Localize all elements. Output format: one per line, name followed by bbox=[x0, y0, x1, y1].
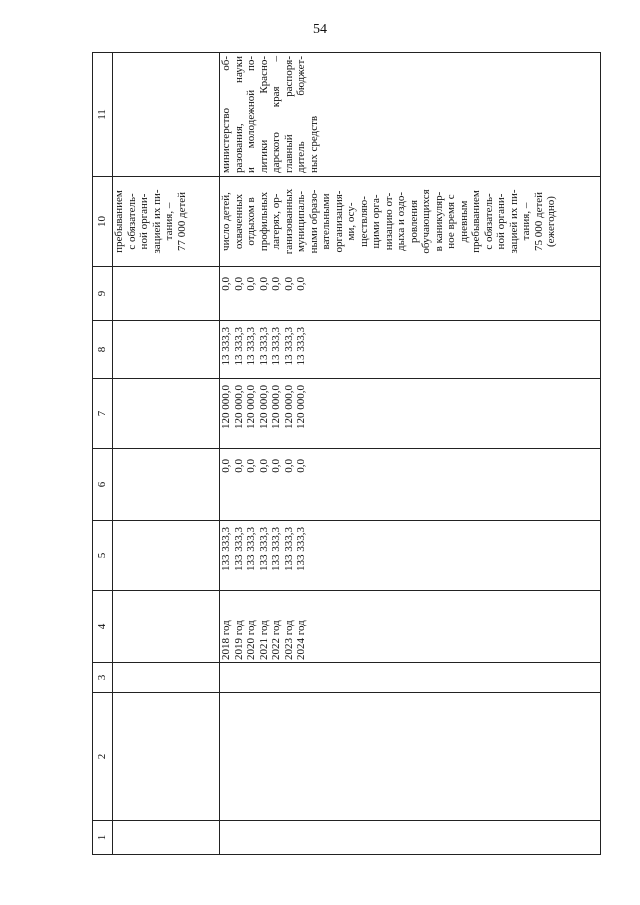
cell-line: дарского края – bbox=[270, 56, 282, 173]
cell-line: 133 333,3 bbox=[257, 527, 270, 571]
amount-cell-col8 bbox=[220, 321, 601, 379]
cell-line: профильных bbox=[257, 191, 270, 252]
table-cell bbox=[113, 53, 220, 177]
cell-line: 2023 год bbox=[282, 620, 295, 660]
cell-line: 0,0 bbox=[257, 459, 270, 473]
table-cell bbox=[220, 821, 601, 855]
table-cell bbox=[113, 379, 220, 449]
cell-line: 0,0 bbox=[270, 277, 282, 291]
cell-line: 2021 год bbox=[257, 620, 270, 660]
table-row-continuation bbox=[113, 53, 220, 855]
table-row-main bbox=[220, 53, 601, 855]
table-cell bbox=[220, 693, 601, 821]
table-cell bbox=[113, 693, 220, 821]
cell-line: ществляю- bbox=[357, 196, 370, 247]
col-num: 4 bbox=[93, 591, 113, 663]
amount-cell-col7 bbox=[220, 379, 601, 449]
cell-line: 2020 год bbox=[245, 620, 257, 660]
program-table bbox=[92, 52, 601, 855]
cell-line: 0,0 bbox=[270, 459, 282, 473]
cell-line: дитель бюджет- bbox=[295, 56, 307, 173]
cell-line: литики Красно- bbox=[257, 56, 270, 173]
cell-line: тания, – bbox=[520, 202, 532, 241]
table-cell bbox=[113, 521, 220, 591]
cell-line: 133 333,3 bbox=[232, 527, 245, 571]
cell-line: 13 333,3 bbox=[282, 327, 295, 366]
cell-line: 133 333,3 bbox=[282, 527, 295, 571]
cell-line: главный распоря- bbox=[282, 56, 295, 173]
cell-line: министерство об- bbox=[220, 56, 232, 173]
cell-line: 133 333,3 bbox=[245, 527, 257, 571]
cell-line: дневным bbox=[457, 200, 470, 243]
cell-line: 133 333,3 bbox=[270, 527, 282, 571]
cell-line: 133 333,3 bbox=[220, 527, 232, 571]
cell-line: разования, науки bbox=[232, 56, 245, 173]
cell-line: (ежегодно) bbox=[545, 196, 557, 247]
page-number: 54 bbox=[313, 22, 327, 37]
cell-line: ганизованных bbox=[282, 188, 295, 255]
cell-line: 13 333,3 bbox=[270, 327, 282, 366]
col-num: 8 bbox=[93, 321, 113, 379]
cell-line: 13 333,3 bbox=[245, 327, 257, 366]
cell-line: ной органи- bbox=[138, 193, 150, 250]
col-num: 7 bbox=[93, 379, 113, 449]
col-num: 9 bbox=[93, 267, 113, 321]
total-amount-cell bbox=[220, 521, 601, 591]
cell-line: и молодежной по- bbox=[245, 56, 257, 173]
cell-line: ми, осу- bbox=[345, 202, 357, 241]
col-num: 2 bbox=[93, 693, 113, 821]
cell-line: 13 333,3 bbox=[220, 327, 232, 366]
cell-line: 0,0 bbox=[245, 459, 257, 473]
col-num: 3 bbox=[93, 663, 113, 693]
cell-line: 120 000,0 bbox=[245, 385, 257, 429]
cell-line: 2024 год bbox=[295, 620, 307, 660]
table-cell bbox=[113, 321, 220, 379]
col-num: 1 bbox=[93, 821, 113, 855]
col-num: 10 bbox=[93, 177, 113, 267]
cell-line: 77 000 детей bbox=[175, 191, 188, 252]
cell-line: 2022 год bbox=[270, 620, 282, 660]
col-num: 5 bbox=[93, 521, 113, 591]
indicator-cell-main bbox=[220, 177, 601, 267]
cell-line: ное время с bbox=[445, 194, 457, 249]
cell-line: 2019 год bbox=[232, 620, 245, 660]
table-cell bbox=[113, 663, 220, 693]
cell-line: 133 333,3 bbox=[295, 527, 307, 571]
cell-line: 0,0 bbox=[295, 277, 307, 291]
cell-line: с обязатель- bbox=[125, 193, 138, 250]
cell-line: 0,0 bbox=[232, 277, 245, 291]
cell-line: пребыванием bbox=[470, 190, 482, 253]
cell-line: ными образо- bbox=[307, 189, 320, 254]
table-cell bbox=[113, 267, 220, 321]
column-number-row bbox=[93, 53, 113, 855]
cell-line: низацию от- bbox=[382, 192, 395, 251]
cell-line: 0,0 bbox=[220, 459, 232, 473]
indicator-cell-top bbox=[113, 177, 220, 267]
table-cell bbox=[220, 663, 601, 693]
rotated-table bbox=[92, 53, 599, 855]
amount-cell-col6 bbox=[220, 449, 601, 521]
cell-line: ровления bbox=[407, 199, 420, 244]
cell-line: с обязатель- bbox=[482, 193, 495, 250]
cell-line: отдыхом в bbox=[245, 197, 257, 246]
cell-line: лагерях, ор- bbox=[270, 193, 282, 250]
cell-line: 0,0 bbox=[282, 459, 295, 473]
cell-line: ной органи- bbox=[495, 193, 507, 250]
cell-line: 120 000,0 bbox=[257, 385, 270, 429]
cell-line: зацией их пи- bbox=[507, 189, 520, 254]
cell-line: 120 000,0 bbox=[282, 385, 295, 429]
cell-line: тания, – bbox=[163, 202, 175, 241]
table-cell bbox=[113, 821, 220, 855]
cell-line: зацией их пи- bbox=[150, 189, 163, 254]
executor-cell bbox=[220, 53, 601, 177]
cell-line: 13 333,3 bbox=[232, 327, 245, 366]
cell-line: 120 000,0 bbox=[270, 385, 282, 429]
cell-line: охваченных bbox=[232, 193, 245, 250]
rotated-table-container bbox=[92, 53, 599, 855]
cell-line: 120 000,0 bbox=[220, 385, 232, 429]
cell-line: 120 000,0 bbox=[232, 385, 245, 429]
cell-line: в каникуляр- bbox=[432, 191, 445, 252]
cell-line: 0,0 bbox=[282, 277, 295, 291]
table-cell bbox=[113, 449, 220, 521]
cell-line: обучающихся bbox=[420, 189, 432, 254]
cell-line: число детей, bbox=[220, 192, 232, 251]
years-cell bbox=[220, 591, 601, 663]
table-cell bbox=[113, 591, 220, 663]
cell-line: 13 333,3 bbox=[295, 327, 307, 366]
cell-line: 2018 год bbox=[220, 620, 232, 660]
col-num: 11 bbox=[93, 53, 113, 177]
cell-line: дыха и оздо- bbox=[395, 191, 407, 252]
cell-line: щими орга- bbox=[370, 194, 382, 249]
amount-cell-col9 bbox=[220, 267, 601, 321]
cell-line: 120 000,0 bbox=[295, 385, 307, 429]
cell-line: муниципаль- bbox=[295, 190, 307, 253]
cell-line: 0,0 bbox=[257, 277, 270, 291]
cell-line: организация- bbox=[332, 190, 345, 253]
cell-line: вательными bbox=[320, 193, 332, 250]
cell-line: 0,0 bbox=[220, 277, 232, 291]
cell-line: 0,0 bbox=[232, 459, 245, 473]
col-num: 6 bbox=[93, 449, 113, 521]
cell-line: 0,0 bbox=[245, 277, 257, 291]
cell-line: 0,0 bbox=[295, 459, 307, 473]
cell-line: 75 000 детей bbox=[532, 191, 545, 252]
cell-line: пребыванием bbox=[113, 190, 125, 253]
cell-line: ных средств bbox=[307, 115, 320, 173]
cell-line: 13 333,3 bbox=[257, 327, 270, 366]
